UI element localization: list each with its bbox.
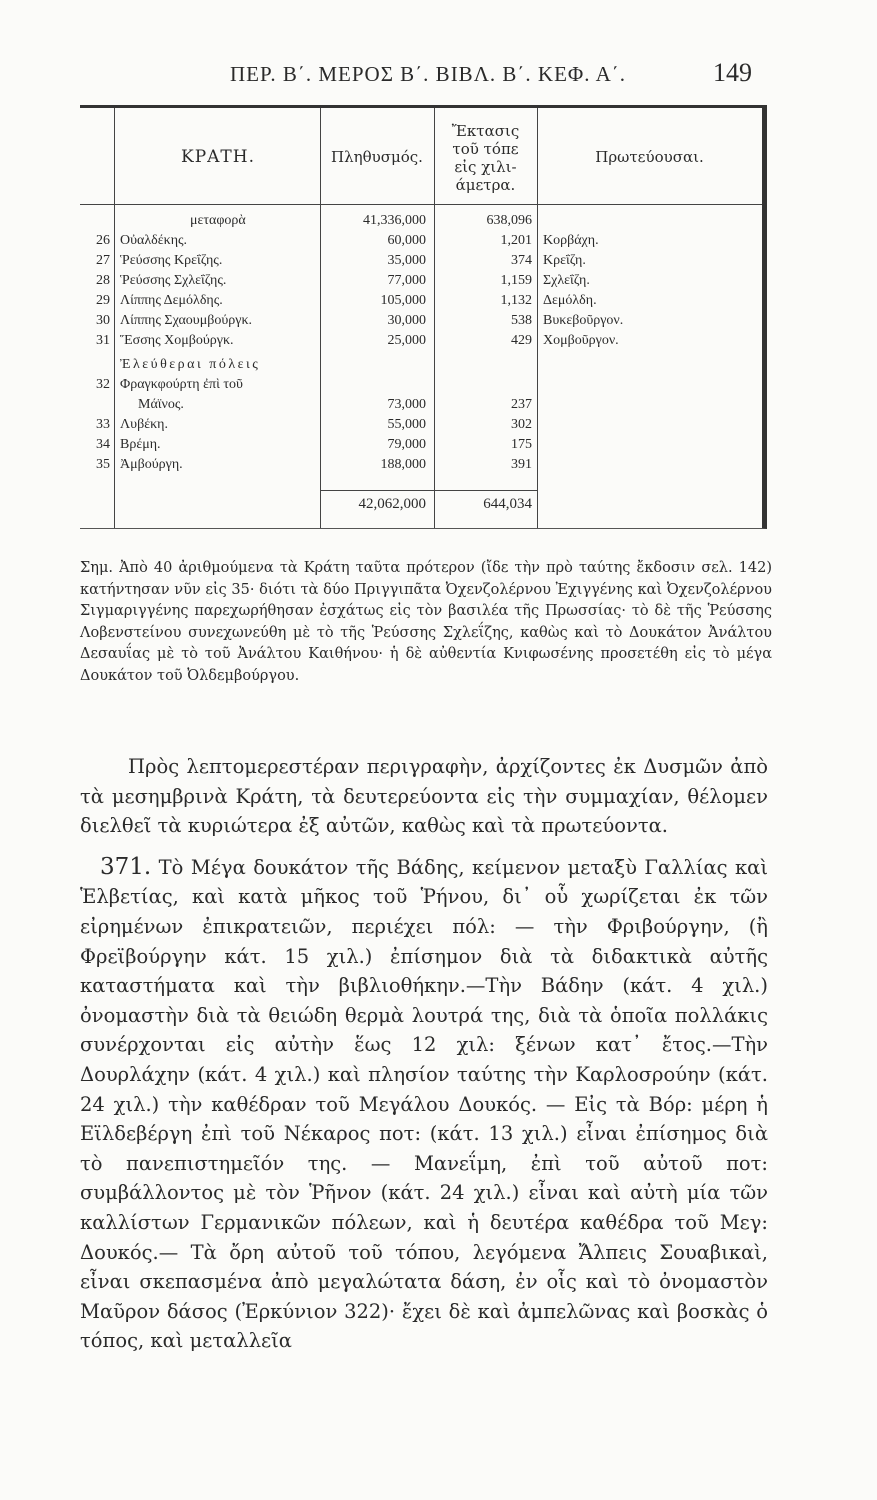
- population-cell: 35,000: [387, 253, 426, 268]
- area-cell: 1,201: [500, 233, 532, 248]
- area-cell: 1,132: [500, 293, 532, 308]
- population-cell: 73,000: [387, 397, 426, 412]
- header-area-2: τοῦ τόπε: [452, 140, 519, 158]
- population-cell: 79,000: [387, 437, 426, 452]
- capital-cell: Δεμόλδη.: [543, 293, 597, 308]
- intro-paragraph: Πρὸς λεπτομερεστέραν περιγραφὴν, ἀρχίζοντες ἐκ Δυσμῶν ἀπὸ τὰ μεσημβρινὰ Κράτη, τὰ δευτερεύοντα εἰς τὴν συμμαχίαν, θέλομεν διελθεῖ τὰ κυριώτερα ἐξ αὐτῶν, καθὼς καὶ τὰ πρωτεύοντα.: [80, 755, 768, 838]
- row-number: 28: [96, 273, 110, 288]
- population-cell: 55,000: [387, 417, 426, 432]
- area-cell: 175: [511, 437, 532, 452]
- area-cell: 237: [511, 397, 532, 412]
- capital-cell: Κρεΐζη.: [543, 253, 586, 268]
- state-name: Φραγκφούρτη ἐπὶ τοῦ: [120, 377, 243, 392]
- section-text: Τὸ Μέγα δουκάτον τῆς Βάδης, κείμενον μεταξὺ Γαλλίας καὶ Ἑλβετίας, καὶ κατὰ μῆκος τοῦ Ῥήνου, δι᾽ οὗ χωρίζεται ἐκ τῶν εἰρημένων ἐπικρατειῶν, περιέχει πόλ: — τὴν Φριβούργην, (ἢ Φρεϊβούργην κάτ. 15 χιλ.) ἐπίσημον διὰ τὰ διδακτικὰ αὐτῆς καταστήματα καὶ τὴν βιβλιοθήκην.—Τὴν Βάδην (κάτ. 4 χιλ.) ὀνομαστὴν διὰ τὰ θειώδη θερμὰ λουτρά της, διὰ τὰ ὁποῖα πολλάκις συνέρχονται εἰς αὐτὴν ἕως 12 χιλ: ξένων κατ᾽ ἔτος.—Τὴν Δουρλάχην (κάτ. 4 χιλ.) καὶ πλησίον ταύτης τὴν Καρλοσρούην (κάτ. 24 χιλ.) τὴν καθέδραν τοῦ Μεγάλου Δουκός. — Εἰς τὰ Βόρ: μέρη ἡ Εϊλδεβέργη ἐπὶ τοῦ Νέκαρος ποτ: (κάτ. 13 χιλ.) εἶναι ἐπίσημος διὰ τὸ πανεπιστημεῖόν της. — Μανεΐμη, ἐπὶ τοῦ αὐτοῦ ποτ: συμβάλλοντος μὲ τὸν Ῥῆνον (κάτ. 24 χιλ.) εἶναι καὶ αὐτὴ μία τῶν καλλίστων Γερμανικῶν πόλεων, καὶ ἡ δευτέρα καθέδρα τοῦ Μεγ: Δουκός.— Τὰ ὄρη αὐτοῦ τοῦ τόπου, λεγόμενα Ἄλπεις Σουαβικαὶ, εἶναι σκεπασμένα ἀπὸ μεγαλώτατα δάση, ἐν οἷς καὶ τὸ ὀνομαστὸν Μαῦρον δάσος (Ἐρκύνιον 322)· ἔχει δὲ καὶ ἀμπελῶνας καὶ βοσκὰς ὁ τόπος, καὶ μεταλλεῖα: [80, 855, 768, 1353]
- section-number: 371.: [100, 853, 152, 880]
- header-population: Πληθυσμός.: [331, 148, 423, 166]
- footnote: Σημ. Ἀπὸ 40 ἀριθμούμενα τὰ Κράτη ταῦτα πρότερον (ἴδε τὴν πρὸ ταύτης ἔκδοσιν σελ. 142) κατήντησαν νῦν εἰς 35· διότι τὰ δύο Πριγγιπᾶτα Ὀχενζολέρνου Ἐχιγγένης καὶ Ὀχενζολέρνου Σιγμαριγγένης παρεχωρήθησαν ἐσχάτως εἰς τὸν βασιλέα τῆς Πρωσσίας· τὸ δὲ τῆς Ῥεύσσης Λοβενστείνου συνεχωνεύθη μὲ τὸ τῆς Ῥεύσσης Σχλεΐζης, καθὼς καὶ τὸ Δουκάτον Ἀνάλτου Δεσαυΐας μὲ τὸ τοῦ Ἀνάλτου Καιθήνου· ἡ δὲ αὐθεντία Κνιφωσένης προσετέθη εἰς τὸ μέγα Δουκάτον τοῦ Ὀλδεμβούργου.: [80, 560, 772, 684]
- free-cities-heading: Ἐλεύθεραι πόλεις: [120, 357, 261, 372]
- state-name-continued: Μάϊνος.: [138, 397, 184, 412]
- area-cell: 429: [511, 333, 532, 348]
- state-name: Λίππης Σχαουμβούργκ.: [120, 313, 253, 328]
- capital-cell: Χομβοῦργον.: [543, 333, 619, 348]
- area-cell: 391: [511, 457, 532, 472]
- page-number: 149: [713, 58, 752, 87]
- capital-cell: Βυκεβοῦργον.: [543, 313, 624, 328]
- carried-forward-label: μεταφορὰ: [190, 213, 246, 228]
- area-cell: 638,096: [486, 213, 532, 228]
- column-rule: [114, 108, 115, 528]
- section-371-paragraph: [80, 853, 768, 1356]
- total-rule: [320, 490, 537, 491]
- running-head: ΠΕΡ. Β΄. ΜΕΡΟΣ Β΄. ΒΙΒΛ. Β΄. ΚΕΦ. Α΄.: [230, 62, 627, 86]
- column-rule: [537, 108, 538, 528]
- population-cell: 41,336,000: [363, 213, 426, 228]
- body-text: [80, 752, 768, 1356]
- header-area-4: άμετρα.: [455, 176, 516, 194]
- state-name: Λυβέκη.: [120, 417, 168, 432]
- page-header: [60, 58, 760, 92]
- capital-cell: Σχλεΐζη.: [543, 273, 590, 288]
- state-name: Ῥεύσσης Σχλεΐζης.: [120, 273, 227, 288]
- row-number: 27: [96, 253, 110, 268]
- population-cell: 105,000: [380, 293, 426, 308]
- population-cell: 188,000: [380, 457, 426, 472]
- state-name: Ἕσσης Χομβούργκ.: [120, 333, 234, 348]
- state-name: Βρέμη.: [120, 437, 161, 452]
- row-number: 31: [96, 333, 110, 348]
- row-number: 35: [96, 457, 110, 472]
- states-table: [80, 105, 767, 529]
- area-cell: 302: [511, 417, 532, 432]
- row-number: 32: [96, 377, 110, 392]
- area-cell: 374: [511, 253, 532, 268]
- population-cell: 25,000: [387, 333, 426, 348]
- population-cell: 60,000: [387, 233, 426, 248]
- population-cell: 77,000: [387, 273, 426, 288]
- state-name: Ῥεύσσης Κρεΐζης.: [120, 253, 223, 268]
- state-name: Ἀμβούργη.: [120, 457, 183, 472]
- area-cell: 1,159: [500, 273, 532, 288]
- header-states: ΚΡΑΤΗ.: [181, 147, 255, 167]
- total-area: 644,034: [483, 496, 532, 512]
- row-number: 34: [96, 437, 110, 452]
- row-number: 29: [96, 293, 110, 308]
- row-number: 30: [96, 313, 110, 328]
- area-cell: 538: [511, 313, 532, 328]
- header-area-3: εἰς χιλι-: [454, 158, 517, 176]
- header-capitals: Πρωτεύουσαι.: [595, 148, 704, 166]
- total-population: 42,062,000: [358, 496, 426, 512]
- header-rule: [80, 204, 762, 205]
- population-cell: 30,000: [387, 313, 426, 328]
- row-number: 33: [96, 417, 110, 432]
- state-name: Οὐαλδέκης.: [120, 233, 188, 248]
- capital-cell: Κορβάχη.: [543, 233, 599, 248]
- row-number: 26: [96, 233, 110, 248]
- state-name: Λίππης Δεμόλδης.: [120, 293, 223, 308]
- header-area-1: Ἔκτασις: [451, 122, 520, 140]
